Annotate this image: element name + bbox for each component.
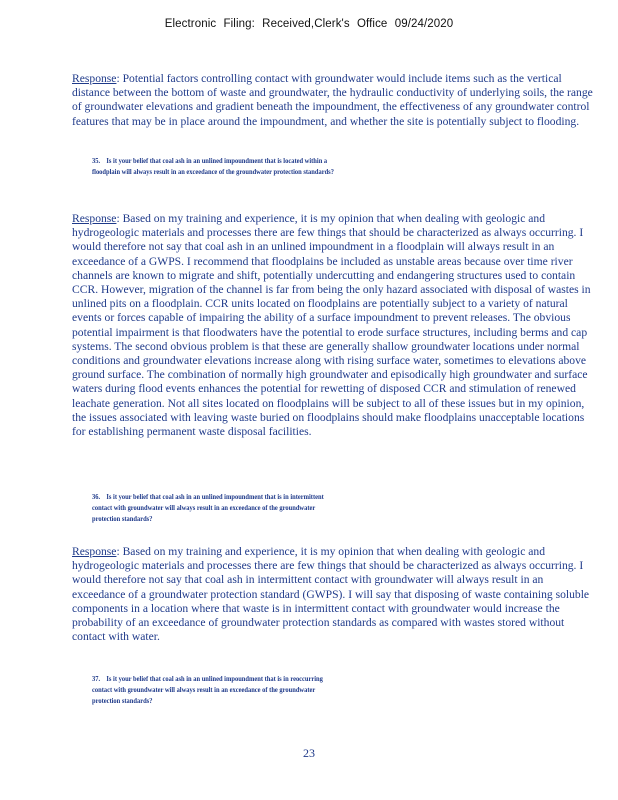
question-number: 35. bbox=[92, 157, 101, 165]
question-item bbox=[92, 674, 337, 707]
response-paragraph bbox=[72, 72, 598, 129]
response-paragraph bbox=[72, 545, 598, 644]
question-number: 36. bbox=[92, 493, 101, 501]
question-item bbox=[92, 156, 337, 178]
question-text: Is it your belief that coal ash in an unlined impoundment that is in intermittent contact with groundwater will always result in an exceedance of the groundwater protection standards? bbox=[92, 493, 324, 523]
response-label: Response bbox=[72, 545, 117, 558]
question-text: Is it your belief that coal ash in an unlined impoundment that is located within a floodplain will always result in an exceedance of the groundwater protection standards? bbox=[92, 157, 334, 176]
question-number: 37. bbox=[92, 675, 101, 683]
response-text: : Potential factors controlling contact with groundwater would include items such as the vertical distance between the bottom of waste and groundwater, the hydraulic conductivity of underlying soils, the range of groundwater elevations and gradient beneath the impoundment, the effectiveness of any groundwater control features that may be in place around the impoundment, and whether the site is potentially subject to flooding. bbox=[72, 72, 593, 128]
response-paragraph bbox=[72, 212, 598, 439]
page-number: 23 bbox=[303, 746, 315, 760]
filing-header: Electronic Filing: Received,Clerk's Office 09/24/2020 bbox=[164, 18, 454, 30]
response-text: : Based on my training and experience, it is my opinion that when dealing with geologic and hydrogeologic materials and processes there are few things that should be characterized as always occurring. I would therefore not say that coal ash in an unlined impoundment in a floodplain will always result in an exceedance of a GWPS. I recommend that floodplains be included as unstable areas because over time river channels are known to migrate and shift, potentially undercutting and endangering structures used to contain CCR. However, migration of the channel is far from being the only hazard associated with disposal of wastes in unlined pits on a floodplain. CCR units located on floodplains are potentially subject to a variety of natural events or forces capable of impairing the ability of a surface impoundment to prevent releases. The obvious potential impairment is that floodwaters have the potential to erode surface structures, including berms and cap systems. The second obvious problem is that these are generally shallow groundwater locations under normal conditions and groundwater elevations increase along with rising surface water, sometimes to elevations above ground surface. The combination of normally high groundwater and episodically high groundwater and surface waters during flood events enhances the potential for rewetting of disposed CCR and stimulation of renewed leachate generation. Not all sites located on floodplains will be subject to all of these issues but in my opinion, the issues associated with leaving waste buried on floodplains should make floodplains unacceptable locations for establishing permanent waste disposal facilities. bbox=[72, 212, 591, 439]
response-text: : Based on my training and experience, it is my opinion that when dealing with geologic and hydrogeologic materials and processes there are few things that should be characterized as always occurring. I would therefore not say that coal ash in intermittent contact with groundwater will always result in an exceedance of a groundwater protection standard (GWPS). I will say that disposing of waste containing soluble components in a location where that waste is in intermittent contact with groundwater would increase the probability of an exceedance of groundwater protection standards as compared with wastes stored without contact with water. bbox=[72, 545, 590, 644]
question-item bbox=[92, 492, 337, 525]
response-label: Response bbox=[72, 212, 117, 225]
response-label: Response bbox=[72, 72, 117, 85]
question-text: Is it your belief that coal ash in an unlined impoundment that is in reoccurring contact with groundwater will always result in an exceedance of the groundwater protection standards? bbox=[92, 675, 323, 705]
